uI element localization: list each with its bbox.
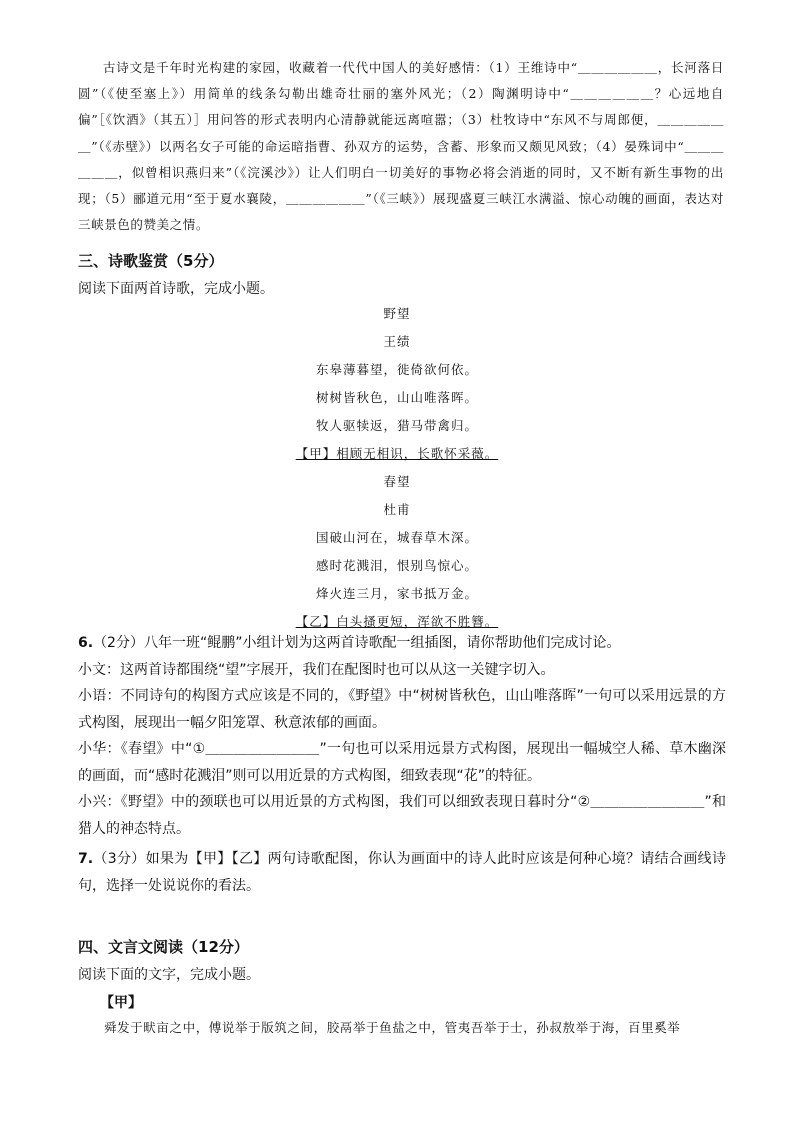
underlined-jia-line: 【甲】相顾无相识，长歌怀采薇。 (295, 446, 499, 461)
fill-in-blank-intro (78, 55, 724, 238)
intro-paragraph: 古诗文是千年时光构建的家园，收藏着一代代中国人的美好感情：（1）王维诗中“＿＿＿＿＿＿，长河落日圆”（《使至塞上》）用简单的线条勾勒出雄奇壮丽的塞外风光；（2）陶渊明诗中“＿＿＿＿＿＿？心远地自偏”［《饮酒》（其五）］用问答的形式表明内心清静就能远离喧嚣；（3）杜牧诗中“东风不与周郎便，＿＿＿＿＿＿”（《赤壁》）以两名女子可能的命运暗指曹、孙双方的运势，含蓄、形象而又颇见风致；（4）晏殊词中“＿＿＿＿＿＿，似曾相识燕归来”（《浣溪沙》）让人们明白一切美好的事物必将会消逝的同时，又不断有新生事物的出现；（5）郦道元用“至于夏水襄陵，＿＿＿＿＿＿”（《三峡》）展现盛夏三峡江水满溢、惊心动魄的画面，表达对三峡景色的赞美之情。 (78, 60, 724, 233)
passage-label-jia: 【甲】 (100, 995, 142, 1011)
poem2-line: 烽火连三月，家书抵万金。 (315, 586, 478, 601)
poem1-title: 野望 (383, 306, 411, 321)
poem1-line: 树树皆秋色，山山唯落晖。 (315, 390, 478, 405)
dialogue-xiaoxing: 小兴：《野望》中的颈联也可以用近景的方式构图，我们可以细致表现日暮时分“②＿＿＿＿＿＿＿＿”和猎人的神态特点。 (78, 794, 726, 837)
underlined-yi-line: 【乙】白头搔更短，浑欲不胜簪。 (295, 614, 499, 629)
question-score: （2分） (93, 635, 144, 651)
question-number: 6. (78, 635, 94, 651)
question-6 (78, 630, 726, 842)
question-number: 7. (78, 851, 94, 867)
poem2-author: 杜甫 (383, 502, 411, 517)
poem1-marked-line (0, 440, 794, 468)
classical-passage-jia: 舜发于畎亩之中，傅说举于版筑之间，胶鬲举于鱼盐之中，管夷吾举于士，孙叔敖举于海，百里奚举 (104, 1020, 681, 1035)
poem-yewang (0, 300, 794, 636)
question-score: （3分） (93, 851, 146, 867)
section4-title: 四、文言文阅读（12分） (78, 938, 249, 956)
question-6-stem (78, 630, 726, 657)
question-text: 八年一班“鲲鹏”小组计划为这两首诗歌配一组插图，请你帮助他们完成讨论。 (143, 635, 621, 651)
question-text: 如果为【甲】【乙】两句诗歌配图，你认为画面中的诗人此时应该是何种心境？请结合画线诗句，选择一处说说你的看法。 (78, 851, 726, 894)
dialogue-xiaoyu: 小语：不同诗句的构图方式应该是不同的，《野望》中“树树皆秋色，山山唯落晖”一句可以采用远景的方式构图，展现出一幅夕阳笼罩、秋意浓郁的画面。 (78, 688, 726, 731)
section3-instruction: 阅读下面两首诗歌，完成小题。 (78, 281, 274, 297)
poem1-line: 牧人驱犊返，猎马带禽归。 (315, 418, 478, 433)
section3-title: 三、诗歌鉴赏（5分） (78, 252, 224, 270)
question-7 (78, 846, 726, 899)
poem2-line: 国破山河在，城春草木深。 (315, 530, 478, 545)
poem2-line: 感时花溅泪，恨别鸟惊心。 (315, 558, 478, 573)
dialogue-xiaowen: 小文：这两首诗都围绕“望”字展开，我们在配图时也可以从这一关键字切入。 (78, 661, 555, 678)
poem2-title: 春望 (383, 474, 411, 489)
question-7-stem (78, 846, 726, 899)
dialogue-xiaohua: 小华：《春望》中“①＿＿＿＿＿＿＿＿”一句也可以采用远景方式构图，展现出一幅城空人稀、草木幽深的画面，而“感时花溅泪”则可以用近景的方式构图，细致表现“花”的特征。 (78, 741, 726, 784)
poem1-author: 王绩 (383, 334, 411, 349)
poem1-line: 东皋薄暮望，徙倚欲何依。 (315, 362, 478, 377)
section4-instruction: 阅读下面的文字，完成小题。 (78, 967, 260, 983)
